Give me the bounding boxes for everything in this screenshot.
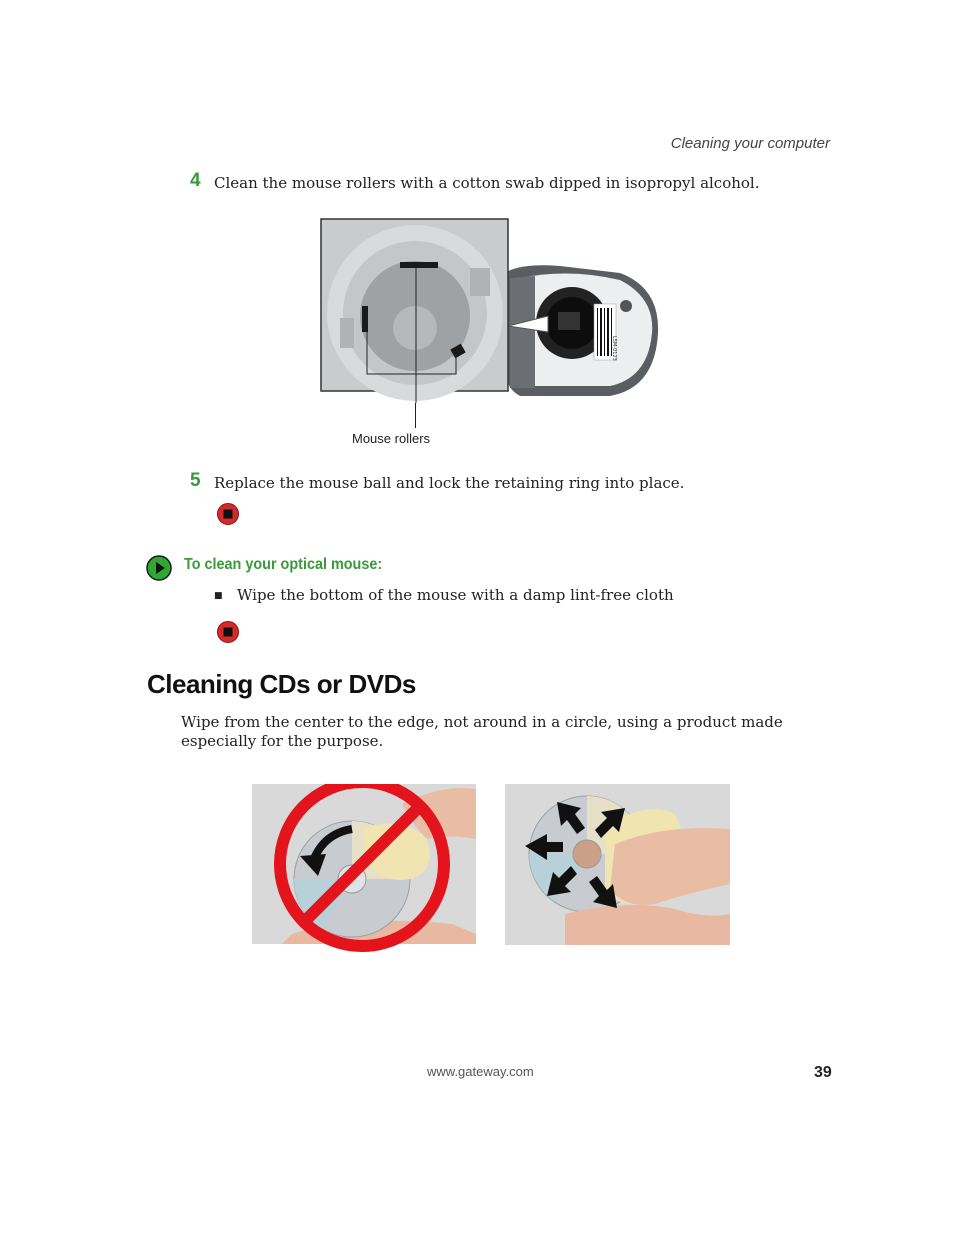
callout-leader	[415, 403, 416, 428]
page-number: 39	[814, 1064, 832, 1081]
cd-correct-method-image	[505, 784, 730, 945]
bullet-text: Wipe the bottom of the mouse with a damp lint-free cloth	[237, 586, 674, 604]
mouse-rollers-caption: Mouse rollers	[352, 431, 431, 446]
play-arrow-icon	[146, 555, 172, 581]
bullet-marker: ■	[214, 591, 223, 601]
step-text-4: Clean the mouse rollers with a cotton swab dipped in isopropyl alcohol.	[214, 174, 760, 192]
step-number-5: 5	[190, 470, 201, 491]
barcode-label: L5M-0123	[611, 336, 617, 361]
procedure-title: To clean your optical mouse:	[184, 556, 383, 573]
running-head: Cleaning your computer	[670, 135, 830, 152]
section-paragraph: Wipe from the center to the edge, not around in a circle, using a product made especially for the purpose.	[181, 713, 783, 750]
mouse-body-image	[505, 265, 658, 396]
step-number-4: 4	[190, 170, 201, 191]
mouse-rollers-figure	[320, 218, 665, 403]
step-text-5: Replace the mouse ball and lock the retaining ring into place.	[214, 474, 685, 492]
stop-icon	[217, 621, 239, 643]
stop-icon	[217, 503, 239, 525]
roller-closeup-inset	[321, 219, 508, 403]
section-title: Cleaning CDs or DVDs	[147, 669, 416, 699]
cd-wrong-method-image	[252, 784, 476, 954]
footer-url[interactable]: www.gateway.com	[427, 1064, 534, 1079]
